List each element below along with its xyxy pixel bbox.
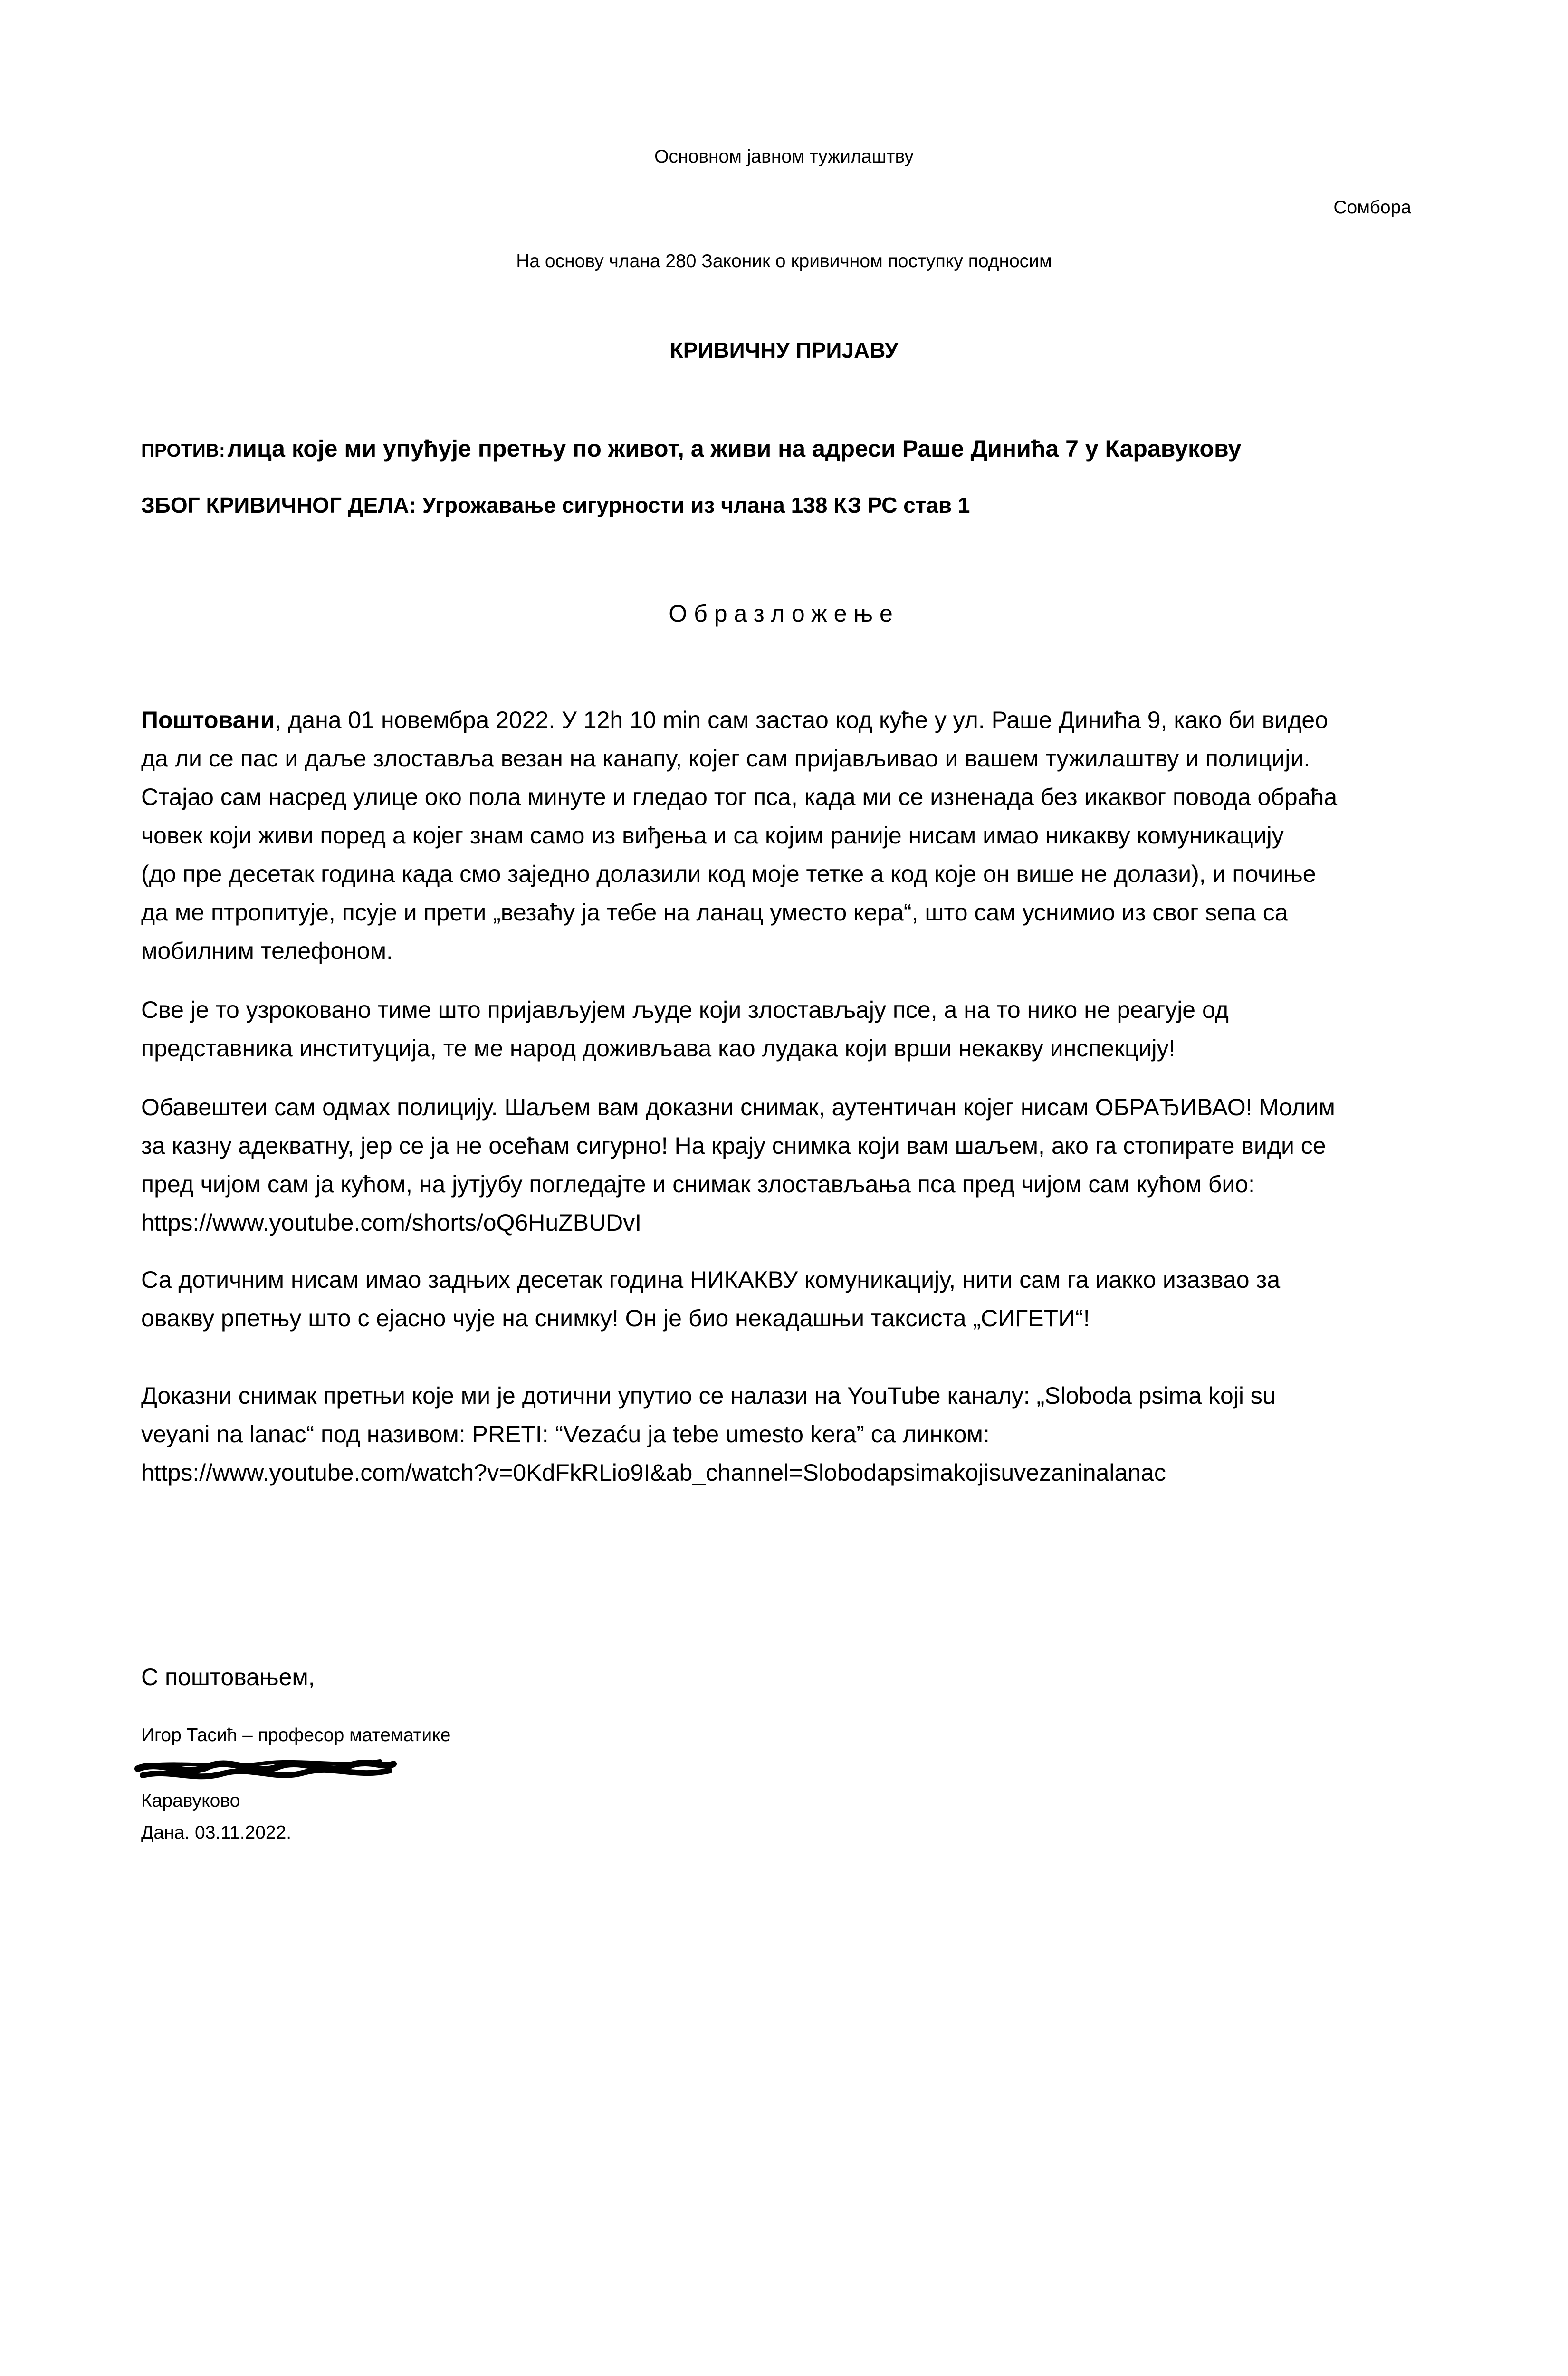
youtube-video-link[interactable]: https://www.youtube.com/watch?v=0KdFkRLio9I&ab_channel=Slobodapsimakojisuvezaninalanac <box>141 1459 1166 1486</box>
signer-name: Игор Тасић – професор математике <box>141 1725 451 1745</box>
paragraph2-line: представника институција, те ме народ доживљава као лудака који врши некакву инспекцију! <box>141 1035 1176 1062</box>
paragraph5-line: Доказни снимак претњи које ми је дотични упутио се налази на YouTube каналу: „Sloboda psima koji su <box>141 1382 1276 1409</box>
offense-label: ЗБОГ КРИВИЧНОГ ДЕЛА: <box>141 493 417 517</box>
paragraph3-line: за казну адекватну, јер се ја не осећам сигурно! На крају снимка који вам шаљем, ако га стопирате види се <box>141 1132 1326 1159</box>
paragraph4-line: овакву рпетњу што с ејасно чује на снимку! Он је био некадашњи таксиста „СИГЕТИ“! <box>141 1305 1090 1332</box>
paragraph1-line: Стајао сам насред улице око пола минуте и гледао тог пса, када ми се изненада без икаквог повода обраћа <box>141 784 1338 810</box>
against-label: ПРОТИВ: <box>141 441 225 461</box>
intro-line: На основу члана 280 Законик о кривичном поступку подносим <box>516 251 1052 271</box>
paragraph1-line: (до пре десетак година када смо заједно долазили код моје тетке а код које он више не долази), и почиње <box>141 861 1316 887</box>
paragraph1-line: мобилним телефоном. <box>141 938 393 964</box>
addressee-city: Сомбора <box>1333 197 1411 218</box>
paragraph3-line: Обавештеи сам одмах полицију. Шаљем вам доказни снимак, аутентичан којег нисам ОБРАЂИВАО! Молим <box>141 1094 1335 1121</box>
paragraph3-line: пред чијом сам ја кућом, на јутјубу погледајте и снимак злостављања пса пред чијом сам кућом био: <box>141 1171 1255 1198</box>
against-text: лица које ми упућује претњу по живот, а живи на адреси Раше Динића 7 у Каравукову <box>227 435 1242 462</box>
date: Дана. 03.11.2022. <box>141 1822 292 1843</box>
redacted-signature-scribble <box>133 1754 399 1788</box>
paragraph1-line: да ме птропитује, псује и прети „везаћу ја тебе на ланац уместо кера“, што сам уснимио из свог sепа са <box>141 899 1288 926</box>
place: Каравуково <box>141 1791 240 1811</box>
paragraph1-line: човек који живи поред а којег знам само из виђења и са којим раније нисам имао никакву комуникацију <box>141 822 1284 849</box>
paragraph4-line: Са дотичним нисам имао задњих десетак година НИКАКВУ комуникацију, нити сам га иакко изазвао за <box>141 1266 1281 1293</box>
paragraph1-first-line: , дана 01 новембра 2022. У 12h 10 min сам застао код куће у ул. Раше Динића 9, како би видео <box>275 707 1329 733</box>
offense-line <box>141 492 970 518</box>
against-line <box>141 435 1241 462</box>
offense-text: Угрожавање сигурности из члана 138 КЗ РС став 1 <box>422 493 970 517</box>
paragraph2-line: Све је то узроковано тиме што пријављујем људе који злостављају псе, а на то нико не реагује од <box>141 996 1229 1023</box>
greeting: Поштовани <box>141 707 275 733</box>
document-title: КРИВИЧНУ ПРИЈАВУ <box>669 338 899 363</box>
paragraph1-line: да ли се пас и даље злоставља везан на канапу, којег сам пријављивао и вашем тужилаштву и полицији. <box>141 745 1310 772</box>
paragraph5-line: veyani na lanac“ под називом: PRETI: “Vezaću ja tebe umesto kera” са линком: <box>141 1421 990 1447</box>
closing-salutation: С поштовањем, <box>141 1664 315 1690</box>
addressee: Основном јавном тужилаштву <box>654 146 914 167</box>
justification-heading: Образложење <box>669 600 899 627</box>
youtube-shorts-link[interactable]: https://www.youtube.com/shorts/oQ6HuZBUDvI <box>141 1209 642 1236</box>
paragraph1-line <box>141 706 1328 734</box>
